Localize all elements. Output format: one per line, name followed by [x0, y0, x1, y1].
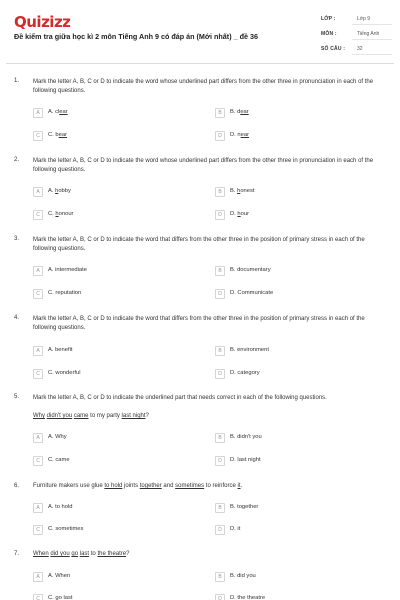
option-text-part: C. reputation — [48, 290, 82, 296]
sentence-text: joints — [122, 483, 140, 489]
option-text — [230, 434, 262, 440]
option-text-part: C. wonderful — [48, 370, 81, 376]
question-number: 6. — [14, 483, 20, 489]
option-text — [230, 457, 261, 463]
option-letter-box: B — [215, 346, 225, 356]
option-text — [48, 211, 73, 217]
option-letter-box: C — [33, 525, 43, 535]
underlined-part: it — [237, 483, 241, 489]
question-stem: Mark the letter A, B, C or D to indicate the word that differs from the other three in the position of primary stress in each of the following questions. — [33, 316, 365, 331]
option-underlined-part: ear — [58, 132, 68, 138]
option-text-part: C. — [48, 211, 56, 217]
option-text-part: A. to hold — [48, 504, 73, 510]
question-sentence — [33, 413, 389, 419]
option-text — [230, 347, 269, 353]
question-stem: Mark the letter A, B, C or D to indicate the word whose underlined part differs from the other three in pronunciation in each of the following questions. — [33, 79, 374, 94]
option-text-part: C. came — [48, 457, 70, 463]
option-letter-box: D — [215, 289, 225, 299]
option-text — [48, 188, 71, 194]
option-text — [230, 109, 249, 115]
option-text-part: B. documentary — [230, 267, 271, 273]
option-text-part: A. cl — [48, 109, 60, 115]
option-text — [48, 370, 81, 376]
sentence-text: ? — [145, 413, 149, 419]
underlined-part: to hold — [104, 483, 123, 489]
option-text-part: D. the theatre — [230, 595, 266, 600]
option-letter-box: A — [33, 503, 43, 513]
quizizz-logo: Quizizz — [14, 13, 71, 31]
option-text-part: B. — [230, 188, 238, 194]
option-text-part: B. did you — [230, 573, 256, 579]
option-letter-box: D — [215, 594, 225, 600]
meta-value: 32 — [357, 46, 363, 52]
option-text-part: B. didn't you — [230, 434, 262, 440]
option-underlined-part: h — [237, 211, 241, 217]
option-letter-box: A — [33, 346, 43, 356]
underlined-part: sometimes — [175, 483, 205, 489]
question-sentence — [33, 551, 389, 557]
option-text-part: D. category — [230, 370, 260, 376]
sentence-text: ? — [126, 551, 130, 557]
option-text — [48, 290, 81, 296]
underlined-part: did you — [50, 551, 70, 557]
underlined-part: didn't you — [46, 413, 73, 419]
option-letter-box: C — [33, 456, 43, 466]
question-sentence — [33, 483, 389, 489]
option-text-part: B. d — [230, 109, 241, 115]
option-letter-box: C — [33, 369, 43, 379]
option-text-part: onest — [240, 188, 255, 194]
meta-key: LỚP : — [321, 16, 336, 22]
option-text-part: obby — [58, 188, 71, 194]
question-stem: Mark the letter A, B, C or D to indicate the word that differs from the other three in the position of primary stress in each of the following questions. — [33, 237, 365, 252]
question-number: 2. — [14, 157, 20, 163]
question-number: 7. — [14, 551, 20, 557]
underlined-part: When — [33, 551, 49, 557]
option-letter-box: D — [215, 131, 225, 141]
question-number: 4. — [14, 315, 20, 321]
question-stem: Mark the letter A, B, C or D to indicate the underlined part that needs correct in each of the following questions. — [33, 395, 327, 401]
option-text-part: C. sometimes — [48, 526, 84, 532]
option-text-part: D. — [230, 211, 238, 217]
option-text-part: C. go last — [48, 595, 73, 600]
underlined-part: together — [139, 483, 162, 489]
question-number: 3. — [14, 236, 20, 242]
option-letter-box: C — [33, 289, 43, 299]
question-number: 1. — [14, 78, 20, 84]
option-letter-box: D — [215, 456, 225, 466]
option-underlined-part: ear — [240, 109, 249, 115]
option-text-part: A. — [48, 188, 56, 194]
option-letter-box: B — [215, 433, 225, 443]
option-text-part: D. n — [230, 132, 241, 138]
option-letter-box: C — [33, 131, 43, 141]
option-text — [48, 434, 67, 440]
header-divider — [6, 63, 394, 64]
option-text — [230, 370, 260, 376]
option-letter-box: A — [33, 187, 43, 197]
underlined-part: last — [79, 551, 90, 557]
option-letter-box: A — [33, 266, 43, 276]
option-text-part: D. Communicate — [230, 290, 274, 296]
option-text — [230, 573, 256, 579]
option-text-part: A. benefit — [48, 347, 73, 353]
option-text — [48, 347, 73, 353]
underlined-part: go — [71, 551, 79, 557]
option-text-part: A. When — [48, 573, 71, 579]
worksheet-header — [0, 0, 400, 62]
underlined-part: Why — [33, 413, 45, 419]
sentence-text: to reinforce — [204, 483, 238, 489]
option-letter-box: B — [215, 503, 225, 513]
sentence-text: to my party — [88, 413, 122, 419]
option-text-part: our — [240, 211, 250, 217]
option-letter-box: A — [33, 433, 43, 443]
meta-key: SỐ CÂU : — [321, 46, 346, 52]
option-underlined-part: h — [237, 188, 241, 194]
sentence-text: and — [161, 483, 176, 489]
option-text — [230, 211, 249, 217]
underlined-part: came — [73, 413, 89, 419]
option-underlined-part: h — [55, 211, 59, 217]
option-text-part: B. environment — [230, 347, 269, 353]
option-text-part: onour — [58, 211, 74, 217]
option-text-part: A. Why — [48, 434, 67, 440]
meta-line — [352, 24, 392, 25]
option-text-part: A. intermediate — [48, 267, 87, 273]
option-text-part: D. last night — [230, 457, 261, 463]
option-letter-box: C — [33, 594, 43, 600]
option-letter-box: B — [215, 266, 225, 276]
option-letter-box: A — [33, 108, 43, 118]
option-letter-box: B — [215, 572, 225, 582]
option-text — [48, 573, 70, 579]
sentence-text: to — [89, 551, 98, 557]
option-letter-box: A — [33, 572, 43, 582]
underlined-part: the theatre — [97, 551, 127, 557]
option-text — [230, 132, 249, 138]
option-text — [48, 457, 70, 463]
meta-line — [352, 39, 392, 40]
option-text — [48, 526, 83, 532]
option-text-part: C. b — [48, 132, 59, 138]
option-text — [48, 504, 73, 510]
sentence-text: . — [240, 483, 243, 489]
meta-value: Tiếng Anh — [357, 31, 380, 37]
option-letter-box: B — [215, 187, 225, 197]
worksheet-title: Đề kiểm tra giữa học kì 2 môn Tiếng Anh 9 có đáp án (Mới nhất) _ đề 36 — [14, 32, 258, 41]
option-letter-box: D — [215, 369, 225, 379]
meta-line — [352, 54, 392, 55]
option-underlined-part: h — [55, 188, 59, 194]
option-text — [230, 504, 258, 510]
option-text-part: B. together — [230, 504, 259, 510]
option-letter-box: D — [215, 525, 225, 535]
option-letter-box: D — [215, 210, 225, 220]
question-stem: Mark the letter A, B, C or D to indicate the word whose underlined part differs from the other three in pronunciation in each of the following questions. — [33, 158, 374, 173]
option-text-part: D. it — [230, 526, 241, 532]
option-letter-box: C — [33, 210, 43, 220]
option-text — [48, 595, 73, 600]
option-text — [230, 188, 255, 194]
meta-key: MÔN : — [321, 31, 337, 37]
option-text — [48, 267, 87, 273]
option-text — [230, 595, 265, 600]
question-number: 5. — [14, 394, 20, 400]
option-text — [230, 267, 271, 273]
meta-value: Lớp 9 — [357, 16, 371, 22]
option-underlined-part: ear — [59, 109, 68, 115]
option-text — [230, 526, 240, 532]
option-underlined-part: ear — [240, 132, 250, 138]
sentence-text: Furniture makers use glue — [33, 483, 105, 489]
option-text — [48, 109, 68, 115]
option-text — [48, 132, 67, 138]
option-letter-box: B — [215, 108, 225, 118]
underlined-part: last night — [121, 413, 146, 419]
option-text — [230, 290, 273, 296]
